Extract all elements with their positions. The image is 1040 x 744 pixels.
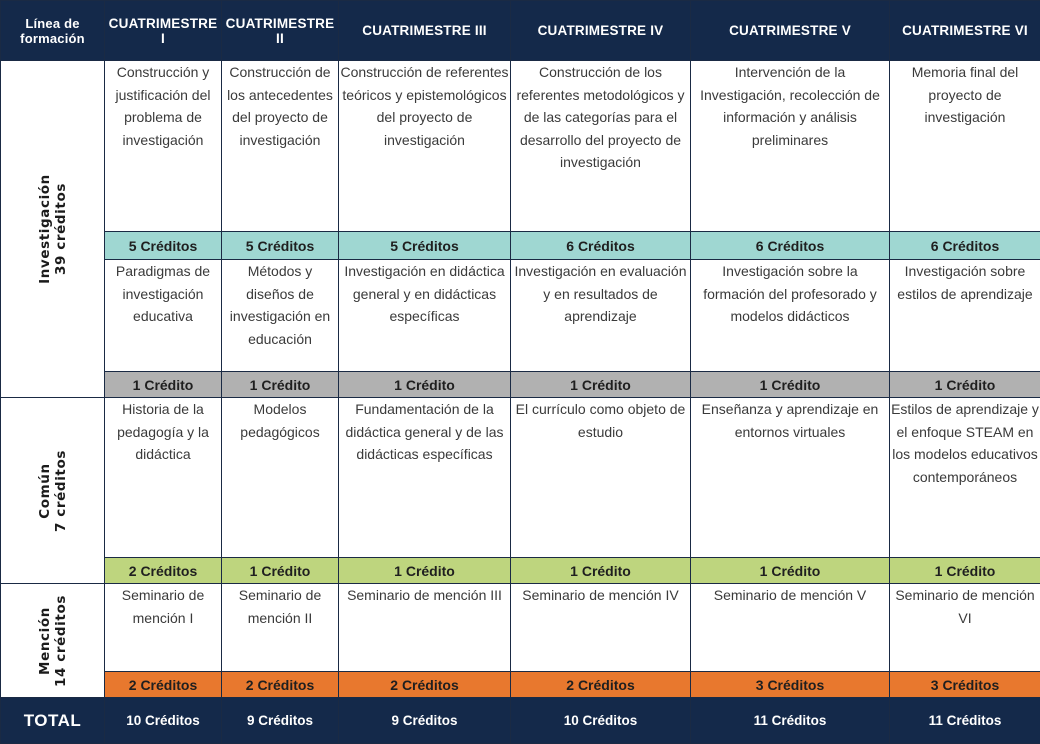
course-cell: Seminario de mención I <box>105 584 222 672</box>
course-cell: Seminario de mención II <box>222 584 339 672</box>
total-cell: 11 Créditos <box>691 698 890 744</box>
course-cell: El currículo como objeto de estudio <box>511 398 691 558</box>
line-comun <box>1 398 105 584</box>
credit-cell: 6 Créditos <box>691 232 890 260</box>
course-cell: Investigación sobre la formación del profesorado y modelos didácticos <box>691 260 890 372</box>
semester-header: CUATRIMESTRE III <box>339 1 511 61</box>
credit-cell: 1 Crédito <box>222 372 339 398</box>
course-row <box>1 260 1040 372</box>
line-credits: 7 créditos <box>53 450 69 532</box>
credit-cell: 1 Crédito <box>890 558 1040 584</box>
course-cell: Seminario de mención IV <box>511 584 691 672</box>
course-cell: Modelos pedagógicos <box>222 398 339 558</box>
semester-header: CUATRIMESTRE VI <box>890 1 1040 61</box>
credit-cell: 3 Créditos <box>691 672 890 698</box>
course-cell: Paradigmas de investigación educativa <box>105 260 222 372</box>
credit-cell: 1 Crédito <box>511 558 691 584</box>
semester-header: CUATRIMESTRE II <box>222 1 339 61</box>
course-cell: Construcción y justificación del problema de investigación <box>105 61 222 232</box>
credit-row <box>1 558 1040 584</box>
line-column-header: Línea de formación <box>1 1 105 61</box>
course-row <box>1 61 1040 232</box>
total-label: TOTAL <box>1 698 105 744</box>
credit-cell: 1 Crédito <box>691 558 890 584</box>
course-cell: Construcción de los referentes metodológicos y de las categorías para el desarrollo del proyecto de investigación <box>511 61 691 232</box>
credit-cell: 5 Créditos <box>339 232 511 260</box>
line-mencion <box>1 584 105 698</box>
credit-cell: 2 Créditos <box>511 672 691 698</box>
course-cell: Investigación en evaluación y en resultados de aprendizaje <box>511 260 691 372</box>
total-cell: 10 Créditos <box>511 698 691 744</box>
line-investigacion <box>1 61 105 398</box>
course-cell: Historia de la pedagogía y la didáctica <box>105 398 222 558</box>
header-row <box>1 1 1040 61</box>
total-row <box>1 698 1040 744</box>
line-credits: 39 créditos <box>53 174 69 284</box>
credit-cell: 1 Crédito <box>511 372 691 398</box>
course-row <box>1 398 1040 558</box>
course-row <box>1 584 1040 672</box>
course-cell: Construcción de referentes teóricos y epistemológicos del proyecto de investigación <box>339 61 511 232</box>
total-cell: 9 Créditos <box>339 698 511 744</box>
course-cell: Investigación sobre estilos de aprendizaje <box>890 260 1040 372</box>
credit-cell: 2 Créditos <box>105 558 222 584</box>
credit-cell: 1 Crédito <box>339 372 511 398</box>
line-credits: 14 créditos <box>53 595 69 687</box>
credit-cell: 2 Créditos <box>105 672 222 698</box>
course-cell: Intervención de la Investigación, recolección de información y análisis preliminares <box>691 61 890 232</box>
total-cell: 9 Créditos <box>222 698 339 744</box>
credit-cell: 1 Crédito <box>222 558 339 584</box>
line-name: Común <box>37 450 53 532</box>
credit-cell: 1 Crédito <box>339 558 511 584</box>
line-name: Investigación <box>37 174 53 284</box>
course-cell: Memoria final del proyecto de investigación <box>890 61 1040 232</box>
course-cell: Fundamentación de la didáctica general y de las didácticas específicas <box>339 398 511 558</box>
total-cell: 11 Créditos <box>890 698 1040 744</box>
semester-header: CUATRIMESTRE I <box>105 1 222 61</box>
credit-cell: 1 Crédito <box>105 372 222 398</box>
semester-header: CUATRIMESTRE IV <box>511 1 691 61</box>
total-cell: 10 Créditos <box>105 698 222 744</box>
course-cell: Construcción de los antecedentes del proyecto de investigación <box>222 61 339 232</box>
course-cell: Seminario de mención VI <box>890 584 1040 672</box>
course-cell: Estilos de aprendizaje y el enfoque STEAM en los modelos educativos contemporáneos <box>890 398 1040 558</box>
course-cell: Enseñanza y aprendizaje en entornos virtuales <box>691 398 890 558</box>
credit-cell: 5 Créditos <box>105 232 222 260</box>
course-cell: Investigación en didáctica general y en didácticas específicas <box>339 260 511 372</box>
semester-header: CUATRIMESTRE V <box>691 1 890 61</box>
credit-cell: 6 Créditos <box>511 232 691 260</box>
credit-cell: 2 Créditos <box>222 672 339 698</box>
line-name: Mención <box>37 595 53 687</box>
credit-cell: 3 Créditos <box>890 672 1040 698</box>
credit-row <box>1 232 1040 260</box>
credit-cell: 2 Créditos <box>339 672 511 698</box>
credit-row <box>1 372 1040 398</box>
credit-row <box>1 672 1040 698</box>
course-cell: Métodos y diseños de investigación en educación <box>222 260 339 372</box>
credit-cell: 1 Crédito <box>890 372 1040 398</box>
credit-cell: 6 Créditos <box>890 232 1040 260</box>
course-cell: Seminario de mención III <box>339 584 511 672</box>
course-cell: Seminario de mención V <box>691 584 890 672</box>
credit-cell: 5 Créditos <box>222 232 339 260</box>
credit-cell: 1 Crédito <box>691 372 890 398</box>
